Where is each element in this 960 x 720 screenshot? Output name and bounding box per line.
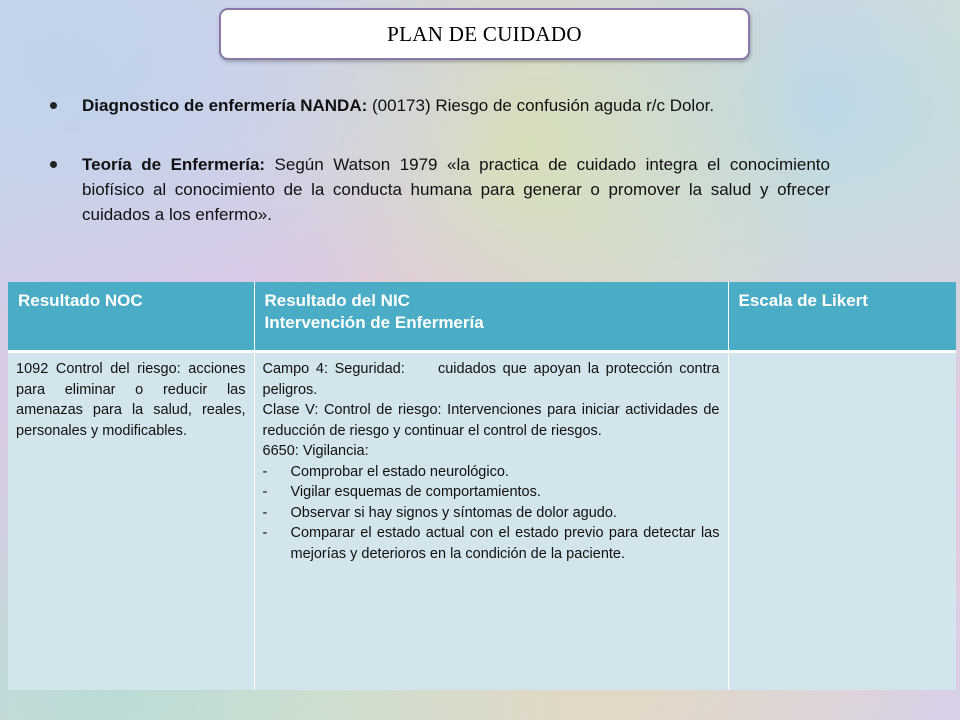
- nic-campo: Campo 4: Seguridad: cuidados que apoyan la protección contra peligros.: [262, 361, 724, 398]
- list-item: - Observar si hay signos y síntomas de dolor agudo.: [262, 504, 617, 521]
- bullet-label: Diagnostico de enfermería NANDA:: [82, 96, 368, 115]
- list-item: - Comparar el estado actual con el estado previo para detectar las mejorías y deterioros en la condición de la paciente.: [262, 525, 720, 562]
- activity-text: Comprobar el estado neurológico.: [290, 463, 509, 480]
- bullet-text: (00173) Riesgo de confusión aguda r/c Dolor.: [367, 96, 715, 115]
- header-noc: Resultado NOC: [8, 282, 254, 352]
- header-nic: [254, 282, 728, 352]
- bullet-dot-icon: [50, 102, 57, 109]
- bullet-text: Según Watson 1979 «la practica de cuidado integra el conocimiento biofísico al conocimiento de la conducta humana para generar o promover la salud y ofrecer cuidados a los enfermo».: [82, 155, 830, 224]
- care-plan-table: [8, 282, 956, 690]
- bullet-diagnostico: [50, 93, 830, 118]
- bullet-list: [50, 93, 830, 227]
- nic-clase: Clase V: Control de riesgo: Intervenciones para iniciar actividades de reducción de riesgo y continuar el control de riesgos.: [262, 402, 720, 439]
- nic-activity-list: [263, 462, 720, 565]
- activity-text: Observar si hay signos y síntomas de dolor agudo.: [290, 504, 617, 521]
- activity-text: Comparar el estado actual con el estado previo para detectar las mejorías y deterioros en la condición de la paciente.: [290, 525, 720, 562]
- title-box: [219, 8, 750, 60]
- table-header-row: [8, 282, 956, 352]
- table-row: [8, 352, 956, 691]
- list-item: - Comprobar el estado neurológico.: [262, 463, 509, 480]
- header-likert: Escala de Likert: [728, 282, 956, 352]
- activity-text: Vigilar esquemas de comportamientos.: [290, 484, 541, 500]
- bullet-label: Teoría de Enfermería:: [82, 155, 266, 174]
- nic-code: 6650: Vigilancia:: [262, 443, 369, 459]
- header-nic-line2: Intervención de Enfermería: [264, 313, 484, 332]
- bullet-dot-icon: [50, 161, 57, 168]
- cell-likert: [728, 352, 956, 691]
- list-item: - Vigilar esquemas de comportamientos.: [262, 484, 541, 500]
- cell-noc: 1092 Control del riesgo: acciones para eliminar o reducir las amenazas para la salud, reales, personales y modificables.: [8, 352, 254, 691]
- page-title: PLAN DE CUIDADO: [387, 21, 582, 46]
- header-nic-line1: Resultado del NIC: [264, 291, 410, 310]
- cell-nic: [254, 352, 728, 691]
- bullet-teoria: [50, 152, 830, 227]
